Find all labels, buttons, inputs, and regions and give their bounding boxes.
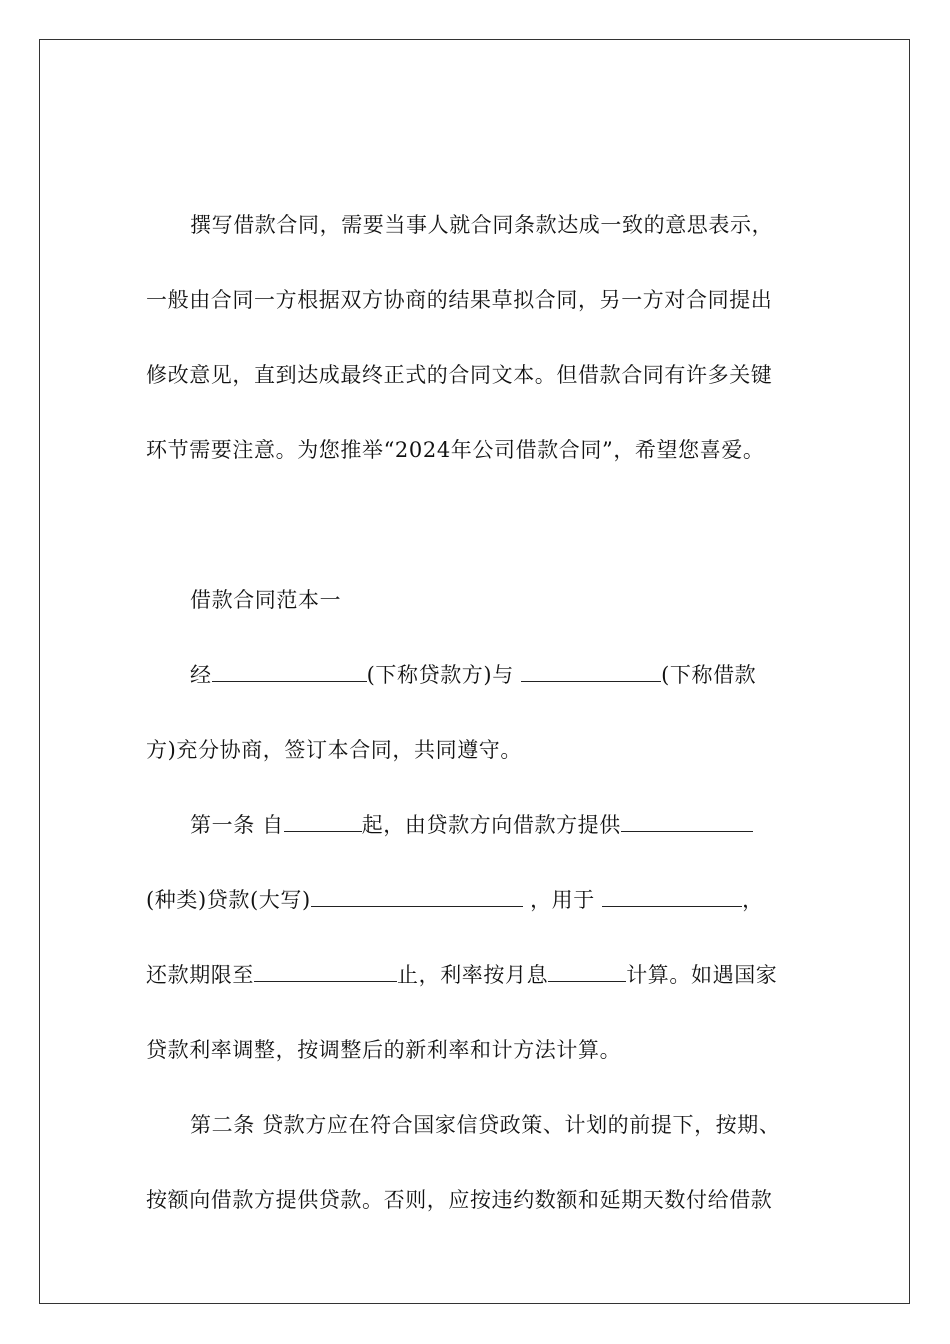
- intro-line-2: 一般由合同一方根据双方协商的结果草拟合同，另一方对合同提出: [146, 288, 773, 312]
- start-date-blank[interactable]: [284, 811, 362, 832]
- article1-line-2: [146, 885, 806, 915]
- article1-text-f: 还款期限至: [146, 963, 254, 987]
- article1-line-4: 贷款利率调整，按调整后的新利率和计方法计算。: [146, 1038, 622, 1062]
- lender-blank[interactable]: [212, 661, 367, 682]
- article1-text-h: 计算。如遇国家: [626, 963, 778, 987]
- borrower-blank[interactable]: [521, 661, 661, 682]
- amount-blank[interactable]: [311, 886, 523, 907]
- intro-line-3: 修改意见，直到达成最终正式的合同文本。但借款合同有许多关键: [146, 363, 773, 387]
- article1-text-e: ，: [742, 888, 764, 912]
- loan-provider-blank[interactable]: [621, 811, 753, 832]
- article2-line-1: 第二条 贷款方应在符合国家信贷政策、计划的前提下，按期、: [190, 1113, 781, 1137]
- para1-text-c: (下称借款: [661, 663, 757, 687]
- article1-text-a: 第一条 自: [190, 813, 284, 837]
- para1-text-a: 经: [190, 663, 212, 687]
- intro-line-1: 撰写借款合同，需要当事人就合同条款达成一致的意思表示，: [190, 213, 774, 237]
- intro-line-4: 环节需要注意。为您推举“2024年公司借款合同”，希望您喜爱。: [146, 438, 765, 462]
- para1-text-b: (下称贷款方)与: [366, 663, 514, 687]
- article1-line-3: [146, 960, 806, 990]
- article1-text-g: 止，利率按月息: [397, 963, 549, 987]
- article1-line-1: [190, 810, 850, 840]
- section-title: 借款合同范本一: [190, 588, 342, 612]
- article2-line-2: 按额向借款方提供贷款。否则，应按违约数额和延期天数付给借款: [146, 1188, 773, 1212]
- article1-text-b: 起，由贷款方向借款方提供: [361, 813, 621, 837]
- para1-line-1: [190, 660, 850, 690]
- article1-text-d: ，用于: [530, 888, 595, 912]
- para1-line-2: 方)充分协商，签订本合同，共同遵守。: [146, 738, 522, 762]
- repayment-date-blank[interactable]: [254, 961, 397, 982]
- interest-rate-blank[interactable]: [548, 961, 626, 982]
- purpose-blank[interactable]: [602, 886, 742, 907]
- article1-text-c: (种类)贷款(大写): [146, 888, 311, 912]
